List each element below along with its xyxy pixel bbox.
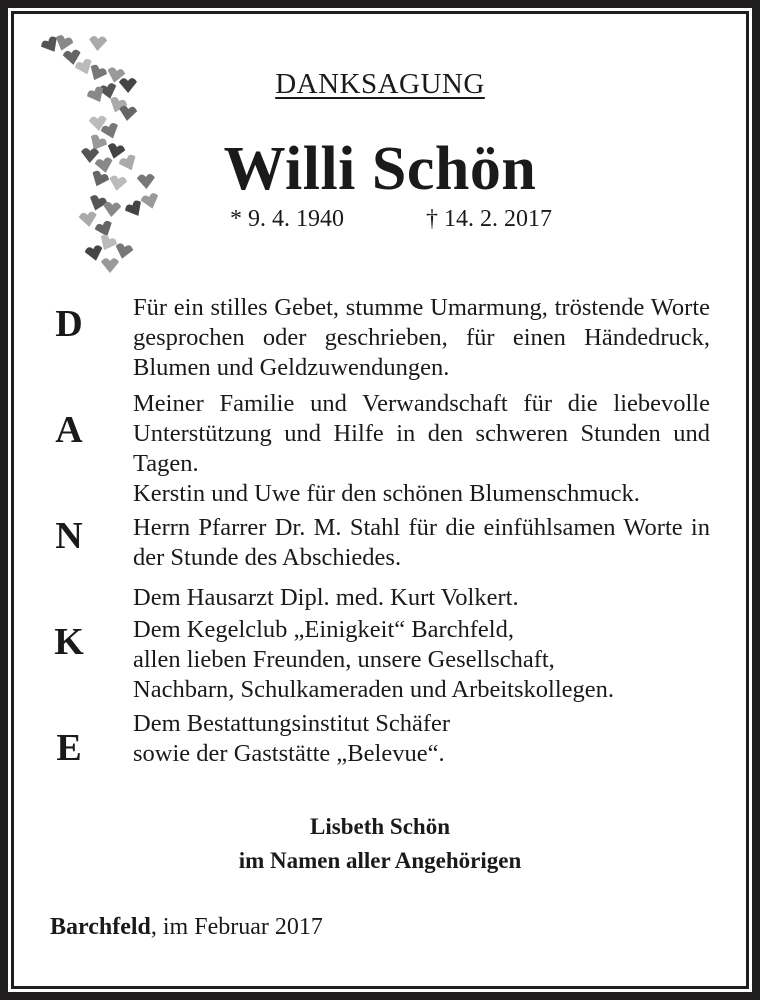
thanks-paragraph: Meiner Familie und Verwandschaft für die liebevolle Unterstützung und Hilfe in den schweren Stunden und Tagen.	[133, 390, 710, 477]
thanks-paragraph: Dem Kegelclub „Einigkeit“ Barchfeld, allen lieben Freunden, unsere Gesellschaft, Nachbarn, Schulkameraden und Arbeitskollegen.	[133, 616, 615, 703]
place-town: Barchfeld	[50, 914, 151, 940]
side-letter: N	[55, 515, 83, 557]
thanks-paragraph: Für ein stilles Gebet, stumme Umarmung, tröstende Worte gesprochen oder geschrieben, für einen Händedruck, Blumen und Geldzuwendungen.	[133, 294, 710, 381]
thanks-paragraph: Dem Hausarzt Dipl. med. Kurt Volkert.	[133, 584, 519, 611]
ivy-leaf	[88, 36, 107, 52]
side-letter: A	[55, 409, 83, 451]
ivy-leaf	[118, 105, 138, 122]
place-date	[50, 914, 323, 941]
signature	[0, 810, 760, 878]
side-letter: K	[54, 621, 84, 663]
thanks-paragraph: Kerstin und Uwe für den schönen Blumenschmuck.	[133, 480, 640, 507]
signature-name: Lisbeth Schön	[310, 814, 450, 839]
thanks-paragraph: Herrn Pfarrer Dr. M. Stahl für die einfühlsamen Worte in der Stunde des Abschiedes.	[133, 514, 710, 571]
signature-subline: im Namen aller Angehörigen	[238, 848, 522, 873]
side-letter: E	[56, 727, 82, 769]
death-date: † 14. 2. 2017	[426, 206, 552, 232]
ivy-leaf	[78, 211, 98, 228]
side-letter: D	[55, 303, 83, 345]
deceased-name: Willi Schön	[223, 135, 537, 203]
ivy-leaf	[53, 34, 75, 53]
ivy-leaf	[101, 258, 119, 273]
ivy-leaf	[84, 244, 105, 262]
heading: DANKSAGUNG	[275, 68, 485, 100]
birth-date: * 9. 4. 1940	[230, 206, 344, 232]
place-date-text: , im Februar 2017	[150, 914, 323, 940]
thanks-paragraph: Dem Bestattungsinstitut Schäfer sowie der Gaststätte „Belevue“.	[133, 710, 451, 767]
ivy-leaf	[113, 242, 134, 260]
